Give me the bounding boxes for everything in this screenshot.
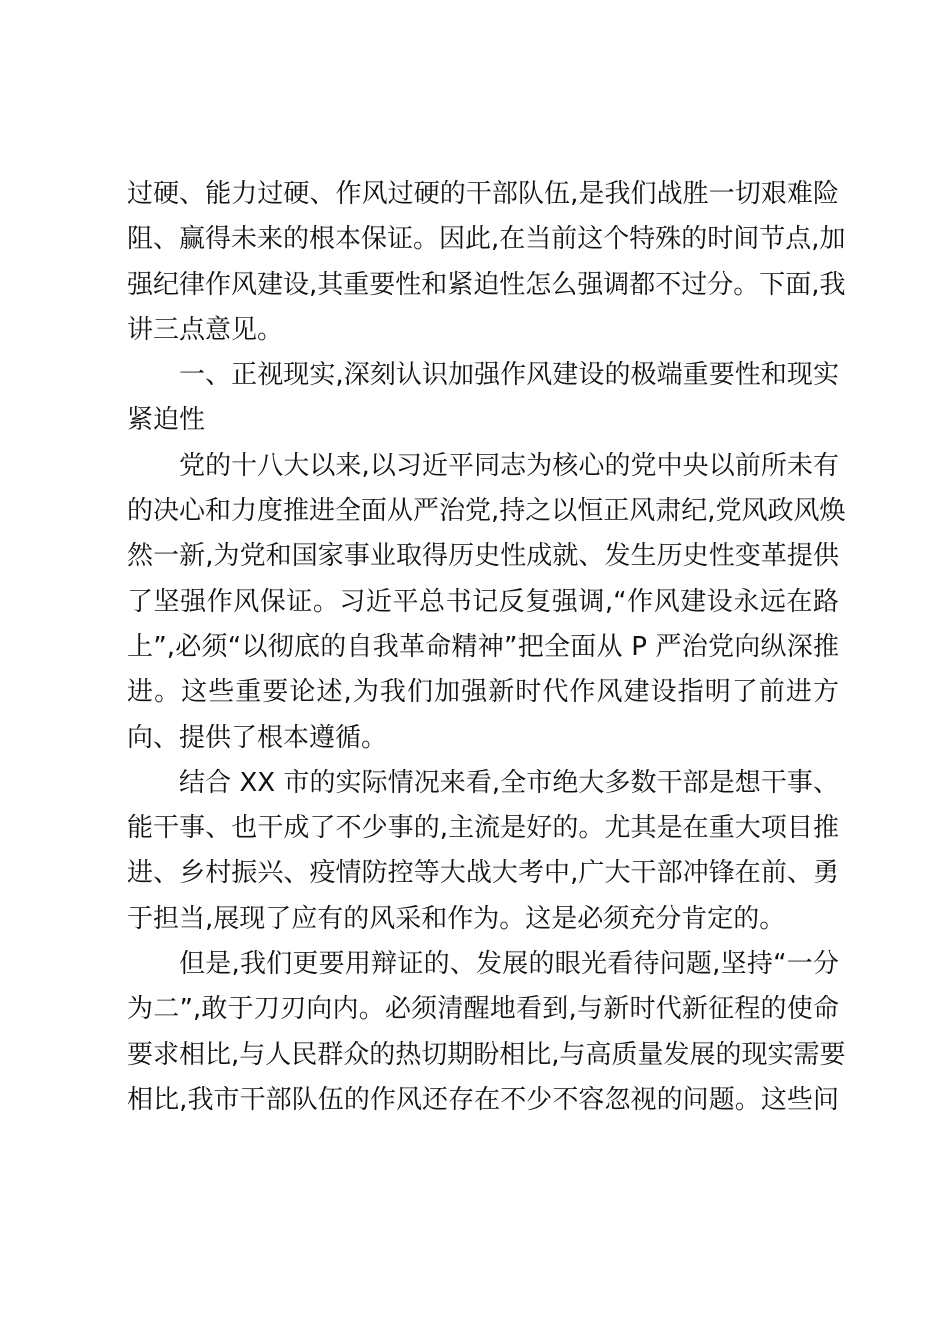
body-text bbox=[127, 172, 846, 1123]
text-line: 过硬、能力过硬、作风过硬的干部队伍,是我们战胜一切艰难险 bbox=[127, 179, 839, 209]
text-line: 紧迫性 bbox=[127, 405, 206, 436]
text-line: 但是,我们更要用辩证的、发展的眼光看待问题,坚持“一分 bbox=[179, 949, 839, 980]
text-line: 于担当,展现了应有的风采和作为。这是必须充分肯定的。 bbox=[127, 903, 786, 934]
text-line: 上”,必须“以彻底的自我革命精神”把全面从 P 严治党向纵深推 bbox=[127, 631, 839, 662]
text-line: 进。这些重要论述,为我们加强新时代作风建设指明了前进方 bbox=[127, 677, 839, 708]
paragraph-problems bbox=[127, 942, 846, 1123]
paragraph-city-situation bbox=[127, 761, 839, 942]
text-line: 向、提供了根本遵循。 bbox=[127, 722, 388, 753]
text-line: 了坚强作风保证。习近平总书记反复强调,“作风建设永远在路 bbox=[127, 586, 839, 617]
paragraph-intro bbox=[127, 172, 846, 353]
paragraph-party-congress bbox=[127, 444, 846, 761]
text-line: 结合 XX 市的实际情况来看,全市绝大多数干部是想干事、 bbox=[179, 767, 839, 798]
text-line: 一、正视现实,深刻认识加强作风建设的极端重要性和现实 bbox=[179, 360, 839, 391]
text-line: 的决心和力度推进全面从严治党,持之以恒正风肃纪,党风政风焕 bbox=[127, 496, 846, 527]
text-line: 党的十八大以来,以习近平同志为核心的党中央以前所未有 bbox=[179, 450, 839, 481]
text-line: 然一新,为党和国家事业取得历史性成就、发生历史性变革提供 bbox=[127, 541, 839, 572]
text-line: 强纪律作风建设,其重要性和紧迫性怎么强调都不过分。下面,我 bbox=[127, 269, 846, 300]
text-line: 为二”,敢于刀刃向内。必须清醒地看到,与新时代新征程的使命 bbox=[127, 994, 839, 1025]
text-line: 相比,我市干部队伍的作风还存在不少不容忽视的问题。这些问 bbox=[127, 1084, 839, 1115]
text-line: 讲三点意见。 bbox=[127, 314, 284, 345]
text-line: 阻、赢得未来的根本保证。因此,在当前这个特殊的时间节点,加 bbox=[127, 224, 846, 255]
text-line: 能干事、也干成了不少事的,主流是好的。尤其是在重大项目推 bbox=[127, 813, 839, 844]
text-line: 要求相比,与人民群众的热切期盼相比,与高质量发展的现实需要 bbox=[127, 1039, 846, 1070]
section-heading-1 bbox=[127, 353, 839, 444]
text-line: 进、乡村振兴、疫情防控等大战大考中,广大干部冲锋在前、勇 bbox=[127, 858, 839, 889]
